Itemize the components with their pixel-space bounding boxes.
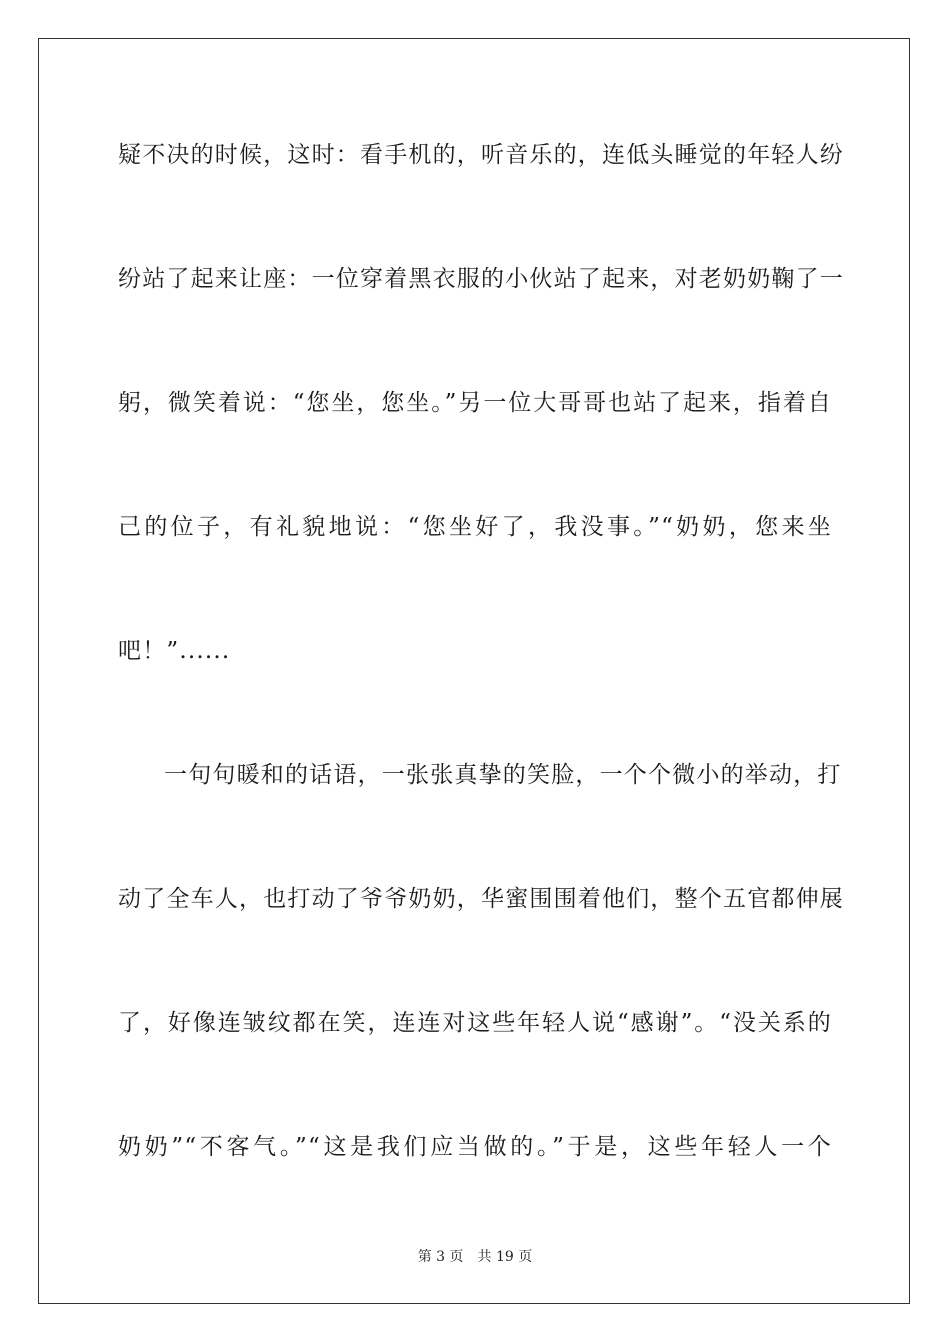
body-text-line-3: 躬，微笑着说：“您坐，您坐。”另一位大哥哥也站了起来，指着自 [118,390,832,416]
body-text-line-1: 疑不决的时候，这时：看手机的，听音乐的，连低头睡觉的年轻人纷 [118,142,844,168]
body-text-line-8: 了，好像连皱纹都在笑，连连对这些年轻人说“感谢”。“没关系的 [118,1010,832,1036]
page-number-text: 第 3 页 共 19 页 [417,1249,533,1265]
body-text-line-2: 纷站了起来让座：一位穿着黑衣服的小伙站了起来，对老奶奶鞠了一 [118,266,844,292]
body-text-line-5: 吧！”...... [118,638,231,664]
body-text-line-4: 己的位子，有礼貌地说：“您坐好了，我没事。”“奶奶，您来坐 [118,514,832,540]
body-text-line-6: 一句句暖和的话语，一张张真挚的笑脸，一个个微小的举动，打 [164,762,842,788]
page-number-footer [0,1248,950,1266]
body-text-line-9: 奶奶”“不客气。”“这是我们应当做的。”于是，这些年轻人一个 [118,1134,832,1160]
body-text-line-7: 动了全车人，也打动了爷爷奶奶，华蜜围围着他们，整个五官都伸展 [118,886,844,912]
page-border [38,38,910,1304]
